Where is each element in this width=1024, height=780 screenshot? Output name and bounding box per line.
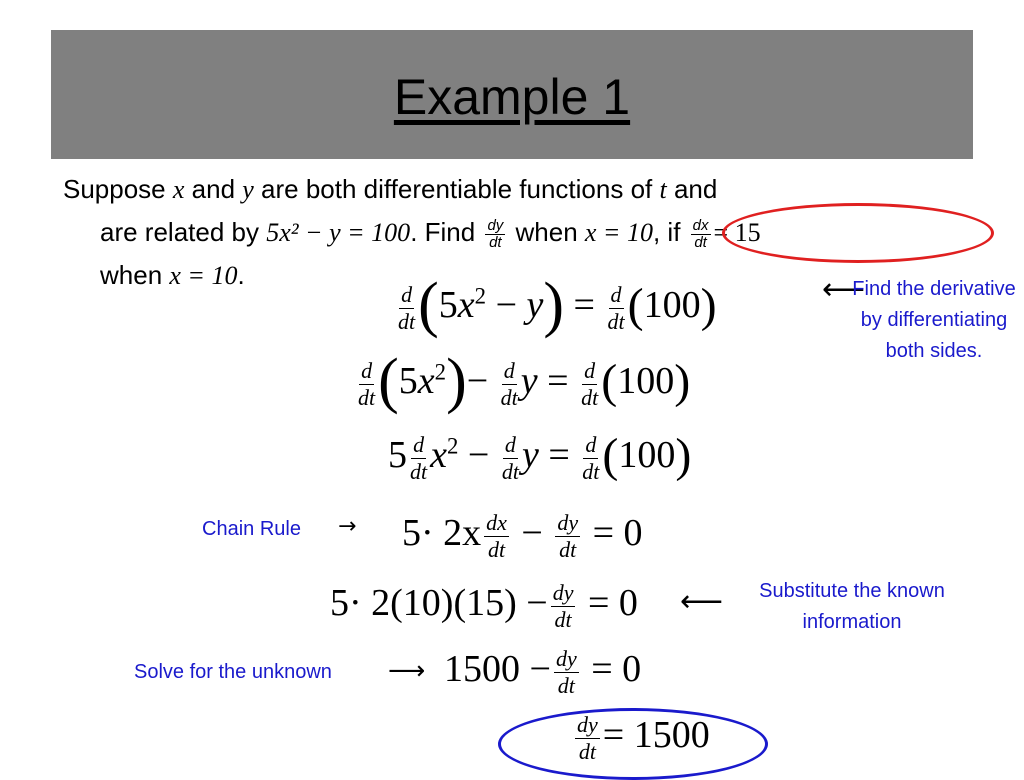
dy-dt-fraction: $\frac{dy}{dt}$ — [555, 646, 577, 698]
d-dt-operator: $\frac{d}{dt}$ — [501, 431, 519, 484]
d-dt-operator: $\frac{d}{dt}$ — [500, 357, 518, 410]
relation-equation: 5x² − y = 100 — [266, 218, 411, 247]
text: are both differentiable functions of — [253, 174, 660, 204]
step-4-lhs: 5· 2x — [402, 512, 482, 555]
dx-dt-fraction: $\frac{dx}{dt}$ — [692, 216, 709, 251]
slide-title: Example 1 — [393, 69, 631, 125]
step-5-lhs: 5· 2(10)(15) − — [330, 582, 548, 625]
step-5 — [330, 580, 638, 633]
d-dt-operator: $\frac{d}{dt}$ — [410, 431, 428, 484]
rate-value: = 15 — [713, 218, 761, 247]
text: Suppose — [63, 174, 173, 204]
d-dt-operator: $\frac{d}{dt}$ — [581, 357, 599, 410]
text: . — [237, 260, 245, 290]
step-1: $\frac{d}{dt}$ $(5x^2 - y)$ = $\frac{d}{dt}$ (100) — [398, 271, 717, 339]
text: are related by — [100, 217, 267, 247]
step-4-rhs: = 0 — [592, 512, 643, 555]
condition-x: x = 10 — [169, 261, 238, 290]
step-4: 5· 2x $\frac{dx}{dt}$ − $\frac{dy}{dt}$ = 0 — [402, 510, 643, 562]
condition-x: x = 10 — [584, 218, 653, 247]
dy-dt-fraction: $\frac{dy}{dt}$ — [552, 580, 574, 632]
text: . Find — [410, 217, 483, 247]
step-5-rhs: = 0 — [587, 582, 638, 625]
dy-dt-fraction: $\frac{dy}{dt}$ — [577, 712, 598, 764]
var-y: y — [242, 175, 254, 204]
dx-dt-fraction: $\frac{dx}{dt}$ — [486, 510, 507, 562]
text: and — [666, 174, 718, 204]
d-dt-operator: $\frac{d}{dt}$ — [582, 431, 600, 484]
left-arrow-icon: ⟵ — [822, 272, 866, 307]
d-dt-operator: $\frac{d}{dt}$ — [607, 281, 625, 334]
var-t: t — [659, 175, 667, 204]
note-solve: Solve for the unknown — [134, 661, 332, 683]
answer-value: = 1500 — [602, 714, 710, 757]
var-x: x — [172, 175, 185, 204]
step-6-lhs: 1500 − — [444, 648, 551, 691]
left-arrow-icon: ⟵ — [680, 584, 724, 619]
right-arrow-icon: ⟶ — [388, 656, 426, 686]
step-3: 5 $\frac{d}{dt}$ $x^2$ − $\frac{d}{dt}$ y = $\frac{d}{dt}$ (100) — [388, 429, 692, 484]
right-arrow-icon: → — [338, 514, 357, 539]
dy-dt-fraction: $\frac{dy}{dt}$ — [487, 216, 504, 251]
text: when — [508, 217, 585, 247]
dy-dt-fraction: $\frac{dy}{dt}$ — [557, 510, 579, 562]
step-2: $\frac{d}{dt}$ $(5x^2)-$ $\frac{d}{dt}$ y = $\frac{d}{dt}$ (100) — [358, 347, 691, 415]
note-find-derivative: Find the derivative by differentiating both sides. — [852, 278, 1016, 362]
highlight-ellipse-red — [722, 203, 994, 263]
step-6 — [444, 646, 641, 699]
d-dt-operator: $\frac{d}{dt}$ — [358, 357, 376, 410]
note-substitute: Substitute the known information — [759, 580, 945, 633]
highlight-ellipse-blue — [498, 708, 768, 780]
d-dt-operator: $\frac{d}{dt}$ — [398, 281, 416, 334]
text: , if — [652, 217, 688, 247]
text: when — [100, 260, 170, 290]
note-chain-rule: Chain Rule — [202, 518, 301, 540]
step-6-rhs: = 0 — [591, 648, 642, 691]
text: and — [184, 174, 243, 204]
